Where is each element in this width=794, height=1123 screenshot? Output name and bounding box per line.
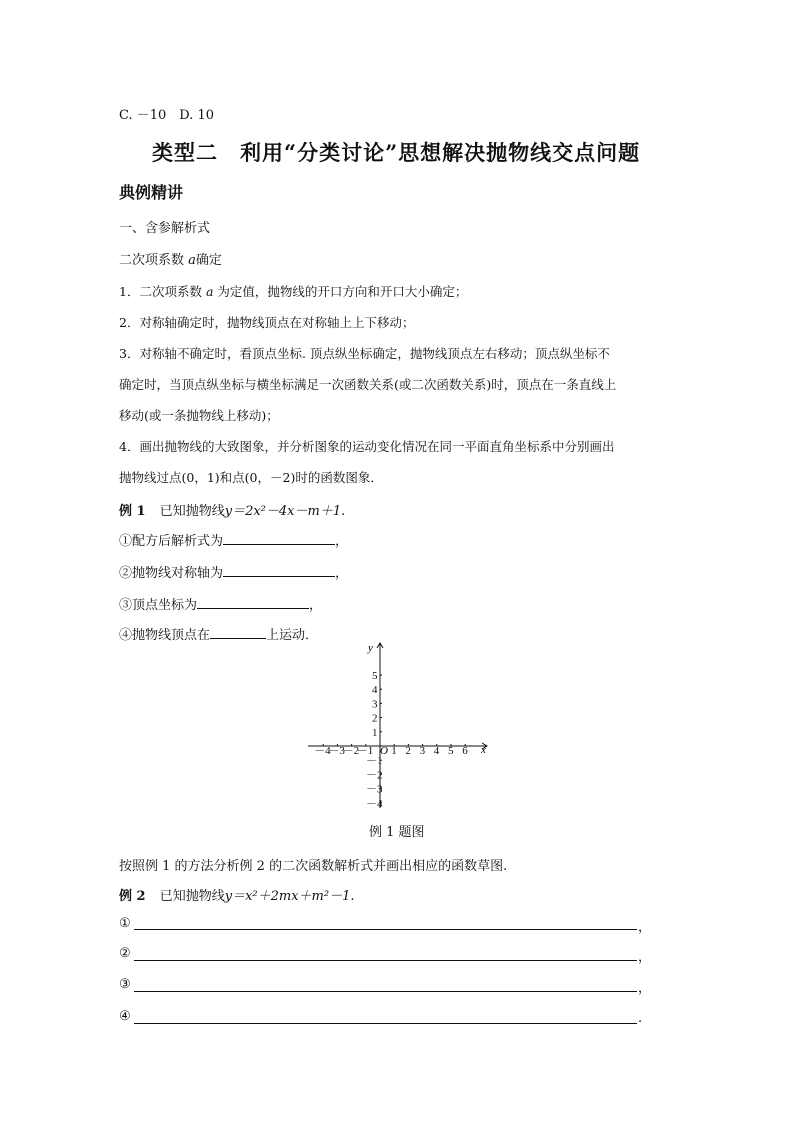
example-1-question-3 [119, 594, 322, 613]
example-2-mark-4: ④ [119, 1009, 131, 1024]
example-2-end-1: ， [638, 920, 652, 935]
example-1-stem [119, 500, 345, 519]
point-4-line-1: 4．画出抛物线的大致图象，并分析图象的运动变化情况在同一平面直角坐标系中分别画出 [119, 439, 615, 454]
x-tick-label: －3 [328, 745, 345, 757]
figure-caption: 例 1 题图 [369, 825, 425, 840]
point-3-line-3: 移动(或一条抛物线上移动)； [119, 408, 279, 423]
q2-comma: ， [335, 566, 349, 581]
example-2-end-3: ， [638, 981, 652, 996]
point-1-var: a [205, 284, 214, 299]
instruction-text: 按照例 1 的方法分析例 2 的二次函数解析式并画出相应的函数草图. [119, 859, 508, 874]
example-1-question-4 [119, 624, 318, 643]
y-tick-label: 5 [372, 670, 378, 682]
example-2-label: 例 2 [119, 889, 146, 904]
example-1-label: 例 1 [119, 504, 146, 519]
q4-label: ④抛物线顶点在 [119, 628, 211, 643]
x-tick-label: 6 [462, 745, 468, 757]
section-title: 类型二 利用“分类讨论”思想解决抛物线交点问题 [152, 140, 641, 165]
y-tick-label: －4 [366, 797, 383, 810]
x-tick-label: 1 [391, 745, 397, 757]
coordinate-system-figure [300, 640, 500, 815]
example-1-text: 已知抛物线 [159, 504, 225, 519]
example-2-stem [119, 885, 355, 904]
point-2: 2．对称轴确定时，抛物线顶点在对称轴上上下移动； [119, 315, 415, 330]
q2-answer-blank[interactable] [223, 562, 335, 577]
example-heading: 典例精讲 [119, 183, 184, 202]
example-2-mark-2: ② [119, 946, 131, 961]
point-1-pre: 1．二次项系数 [119, 284, 206, 299]
point-1 [119, 282, 467, 300]
example-2-end-4: . [638, 1011, 643, 1026]
example-2-mark-1: ① [119, 916, 131, 931]
example-2-answer-line-1[interactable] [134, 929, 637, 930]
q3-comma: ， [309, 598, 323, 613]
q1-answer-blank[interactable] [223, 530, 335, 545]
x-tick-label: －1 [356, 745, 374, 757]
example-2-answer-line-2[interactable] [134, 960, 637, 961]
example-2-formula: y＝x²＋2mx＋m²－1. [224, 889, 355, 904]
example-1-formula: y＝2x²－4x－m＋1. [224, 504, 346, 519]
q1-label: ①配方后解析式为 [119, 534, 224, 549]
topic-post: 确定 [195, 253, 222, 268]
y-tick-label: 2 [372, 712, 378, 725]
topic-line [119, 249, 222, 268]
point-4-line-2: 抛物线过点(0，1)和点(0，－2)时的函数图象． [119, 470, 383, 485]
x-tick-label: －2 [342, 745, 360, 757]
example-2-mark-3: ③ [119, 977, 131, 992]
y-tick-label: －1 [366, 755, 383, 768]
point-3-line-2: 确定时，当顶点纵坐标与横坐标满足一次函数关系(或二次函数关系)时，顶点在一条直线上 [119, 377, 617, 392]
x-tick-label: 2 [405, 745, 411, 757]
q4-answer-blank[interactable] [210, 624, 266, 639]
example-1-question-2 [119, 562, 348, 581]
point-3-line-1: 3．对称轴不确定时，看顶点坐标. 顶点纵坐标确定，抛物线顶点左右移动；顶点纵坐标不 [119, 346, 610, 361]
origin-label: O [380, 745, 388, 757]
x-tick-label: 3 [419, 745, 426, 757]
topic-var: a [188, 253, 196, 268]
example-2-end-2: ， [638, 950, 652, 965]
subsection-heading: 一、含参解析式 [119, 221, 211, 236]
q1-comma: ， [335, 534, 349, 549]
example-2-answer-line-3[interactable] [134, 991, 637, 992]
example-2-text: 已知抛物线 [159, 889, 225, 904]
q3-label: ③顶点坐标为 [119, 598, 198, 613]
example-2-answer-line-4[interactable] [134, 1023, 637, 1024]
y-tick-label: 3 [372, 698, 378, 711]
q2-label: ②抛物线对称轴为 [119, 566, 224, 581]
y-tick-label: －3 [366, 783, 383, 796]
previous-options: C. －10 D. 10 [119, 108, 215, 123]
q4-suffix: 上运动． [266, 628, 319, 643]
y-tick-label: 1 [372, 726, 378, 739]
q3-answer-blank[interactable] [197, 594, 309, 609]
y-tick-label: 4 [372, 684, 378, 697]
point-1-post: 为定值，抛物线的开口方向和开口大小确定； [213, 284, 468, 299]
x-axis-label: x [481, 744, 486, 756]
x-tick-label: 4 [433, 745, 440, 757]
x-tick-label: 5 [448, 745, 454, 757]
y-axis-label: y [368, 642, 373, 654]
y-tick-label: －2 [366, 769, 383, 782]
topic-pre: 二次项系数 [119, 253, 189, 268]
x-tick-label: －4 [314, 745, 331, 757]
example-1-question-1 [119, 530, 348, 549]
